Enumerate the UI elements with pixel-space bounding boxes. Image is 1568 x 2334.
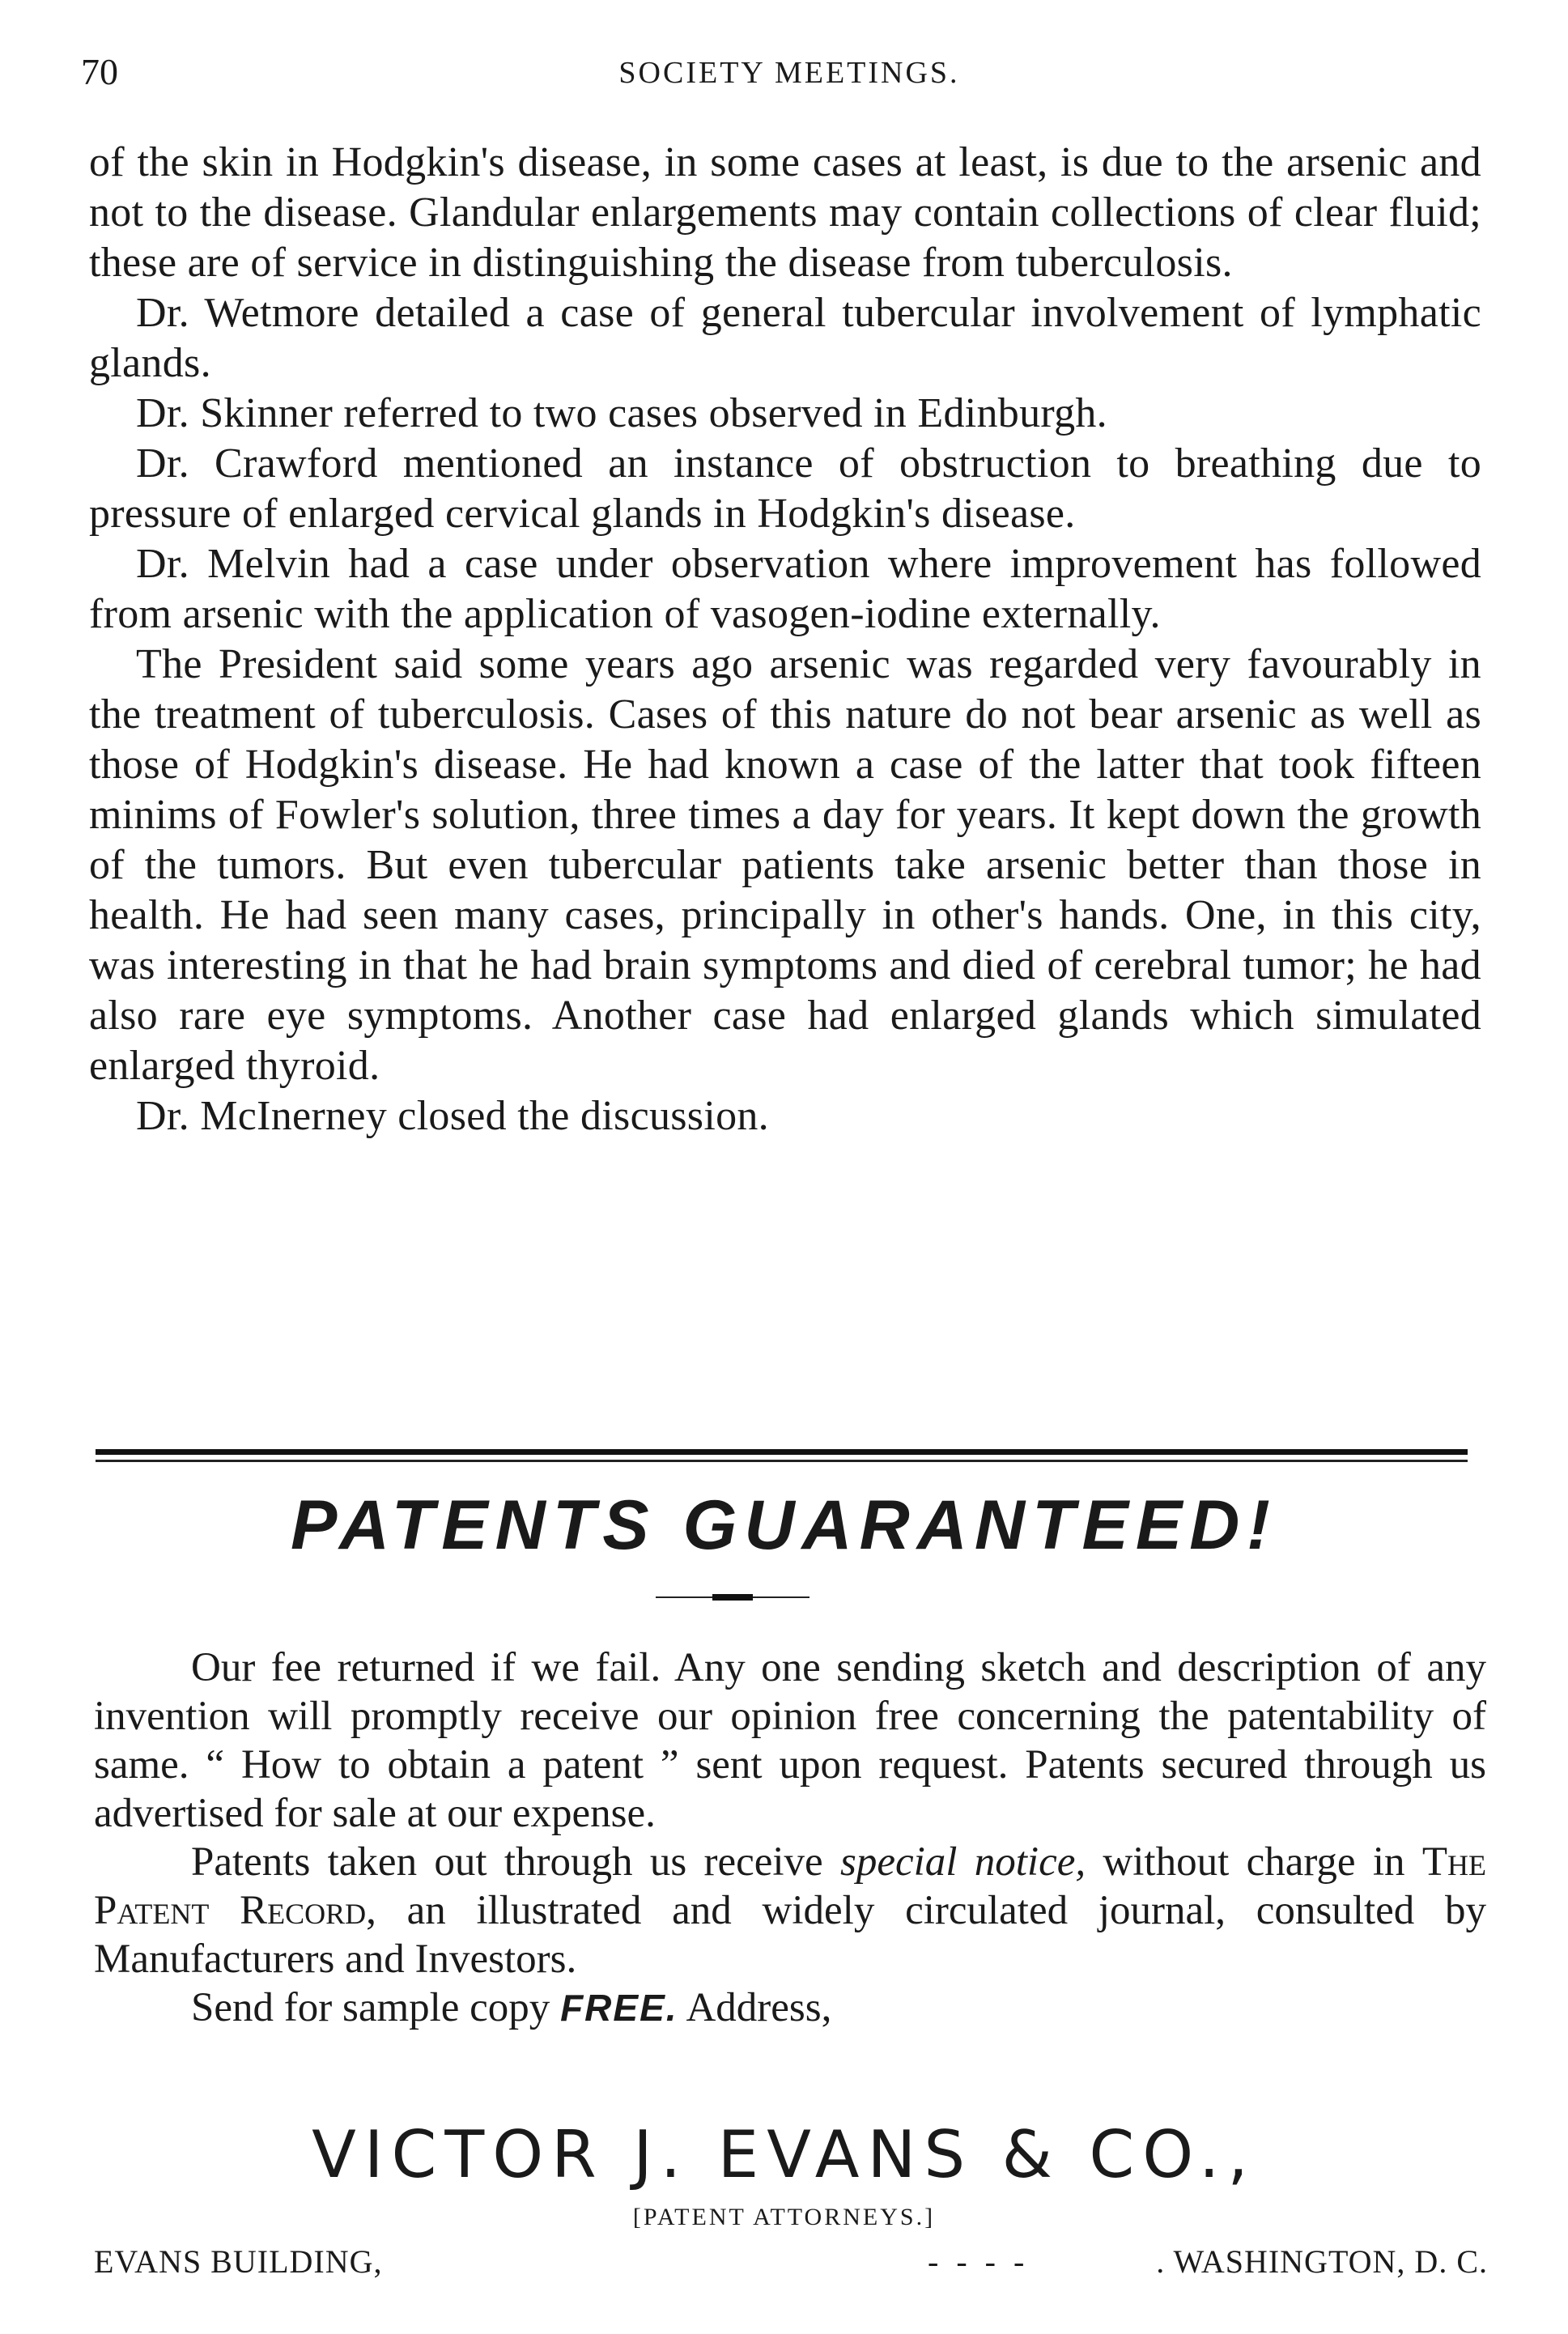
divider-rule-thick (96, 1449, 1468, 1455)
address-row (94, 2243, 1488, 2283)
paragraph-melvin: Dr. Melvin had a case under observation where improvement has followed from arsenic with the application of vasogen-iodine externally. (89, 541, 1481, 637)
paragraph-crawford: Dr. Crawford mentioned an instance of obstruction to breathing due to pressure of enlarged cervical glands in Hodgkin's disease. (89, 440, 1481, 537)
page-number: 70 (81, 51, 118, 92)
firm-role: [PATENT ATTORNEYS.] (632, 2204, 936, 2230)
paragraph-continuation: of the skin in Hodgkin's disease, in some cases at least, is due to the arsenic and not to the disease. Glandular enlargements may contain collections of clear fluid; these are of service in distinguishing the disease from tuberculosis. (89, 139, 1481, 286)
address-city: . WASHINGTON, D. C. (1156, 2243, 1488, 2280)
ad-patent-record-title: The Patent Record, (94, 1839, 1486, 1933)
paragraph-president: The President said some years ago arsenic was regarded very favourably in the treatment of tuberculosis. Cases of this nature do not bear arsenic as well as those of Hodgkin's disease. He had known a case of the latter that took fifteen minims of Fowler's solution, three times a day for years. It kept down the growth of the tumors. But even tubercular patients take arsenic better than those in health. He had seen many cases, principally in other's hands. One, in this city, was interesting in that he had brain symptoms and died of cerebral tumor; he had also rare eye symptoms. Another case had enlarged glands which simulated enlarged thyroid. (89, 641, 1481, 1089)
ad-free-label: FREE. (560, 1987, 678, 2029)
divider-rule-thin (96, 1460, 1468, 1462)
running-head: SOCIETY MEETINGS. (618, 56, 960, 90)
ad-paragraph-notice (94, 1838, 1486, 1983)
ad-notice-text-c: an illustrated and widely circulated journal, consulted by Manufacturers and Investors. (94, 1888, 1486, 1982)
ad-notice-text-a: Patents taken out through us receive (191, 1839, 840, 1885)
address-leader-dashes: - - - - (928, 2243, 1030, 2280)
address-building: EVANS BUILDING, (94, 2243, 383, 2280)
page-header (81, 50, 1498, 99)
ad-paragraph-sample (94, 1983, 1486, 2032)
ad-paragraph-fee: Our fee returned if we fail. Any one sending sketch and description of any invention will promptly receive our opinion free concerning the patentability of same. “ How to obtain a patent ” sent upon request. Patents secured through us advertised for sale at our expense. (94, 1645, 1486, 1836)
paragraph-skinner: Dr. Skinner referred to two cases observed in Edinburgh. (136, 390, 1107, 436)
ornament-divider (656, 1593, 809, 1601)
paragraph-mcinerney: Dr. McInerney closed the discussion. (136, 1093, 769, 1139)
ad-sample-text-a: Send for sample copy (191, 1985, 561, 2030)
ad-special-notice: special notice, (839, 1839, 1086, 1885)
ad-headline: PATENTS GUARANTEED! (291, 1486, 1277, 1564)
firm-name: VICTOR J. EVANS & CO., (312, 2117, 1256, 2192)
ad-sample-text-b: Address, (678, 1985, 832, 2030)
paragraph-wetmore: Dr. Wetmore detailed a case of general tubercular involvement of lymphatic glands. (89, 290, 1481, 386)
ad-body (94, 1643, 1486, 2032)
ornament-dash (712, 1594, 753, 1601)
article-body (89, 138, 1481, 1141)
ad-notice-text-b: without charge in (1086, 1839, 1422, 1885)
